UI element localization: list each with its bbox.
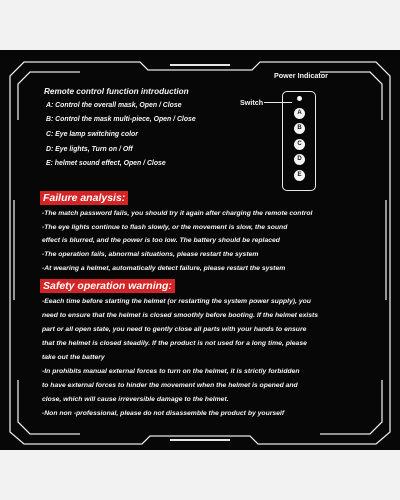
remote-button-e: E: [294, 170, 305, 181]
failure-line-4: -The operation fails, abnormal situations, please restart the system: [42, 251, 259, 258]
safety-line-1: -Eeach time before starting the helmet (or restarting the system power supply), you: [42, 298, 311, 305]
remote-control-title: Remote control function introduction: [44, 87, 189, 96]
safety-line-8: close, which will cause irreversible damage to the helmet.: [42, 396, 229, 403]
safety-warning-heading: Safety operation warning:: [40, 279, 175, 293]
remote-button-c: C: [294, 139, 305, 150]
switch-label: Switch: [240, 98, 264, 107]
remote-button-d: D: [294, 154, 305, 165]
remote-button-b: B: [294, 123, 305, 134]
remote-item-e: E: helmet sound effect, Open / Close: [46, 160, 166, 167]
remote-item-b: B: Control the mask multi-piece, Open / Close: [46, 116, 196, 123]
safety-line-4: that the helmet is closed steadily. If the product is not used for a long time, please: [42, 340, 307, 347]
remote-item-c: C: Eye lamp switching color: [46, 131, 138, 138]
safety-line-9: -Non non -professional, please do not disassemble the product by yourself: [42, 410, 285, 417]
safety-line-5: take out the battery: [42, 354, 105, 361]
remote-item-a: A: Control the overall mask, Open / Close: [46, 102, 182, 109]
failure-line-1: -The match password fails, you should try it again after charging the remote control: [42, 210, 313, 217]
safety-line-3: part or all open state, you need to gently close all parts with your hands to ensure: [42, 326, 307, 333]
safety-line-7: to have external forces to hinder the movement when the helmet is opened and: [42, 382, 298, 389]
remote-item-d: D: Eye lights, Turn on / Off: [46, 146, 133, 153]
remote-button-a: A: [294, 108, 305, 119]
failure-analysis-heading: Failure analysis:: [40, 191, 128, 205]
power-indicator-label: Power Indicator: [274, 71, 328, 80]
safety-line-6: -In prohibits manual external forces to turn on the helmet, it is strictly forbidden: [42, 368, 300, 375]
decorative-frame: [0, 50, 400, 450]
safety-line-2: need to ensure that the helmet is closed smoothly before booting. If the helmet exists: [42, 312, 319, 319]
instruction-card: [0, 50, 400, 450]
failure-line-5: -At wearing a helmet, automatically detect failure, please restart the system: [42, 265, 286, 272]
failure-line-2: -The eye lights continue to flash slowly, or the movement is slow, the sound: [42, 224, 288, 231]
power-indicator-led: [297, 96, 302, 101]
failure-line-3: effect is blurred, and the power is too low. The battery should be replaced: [42, 237, 280, 244]
